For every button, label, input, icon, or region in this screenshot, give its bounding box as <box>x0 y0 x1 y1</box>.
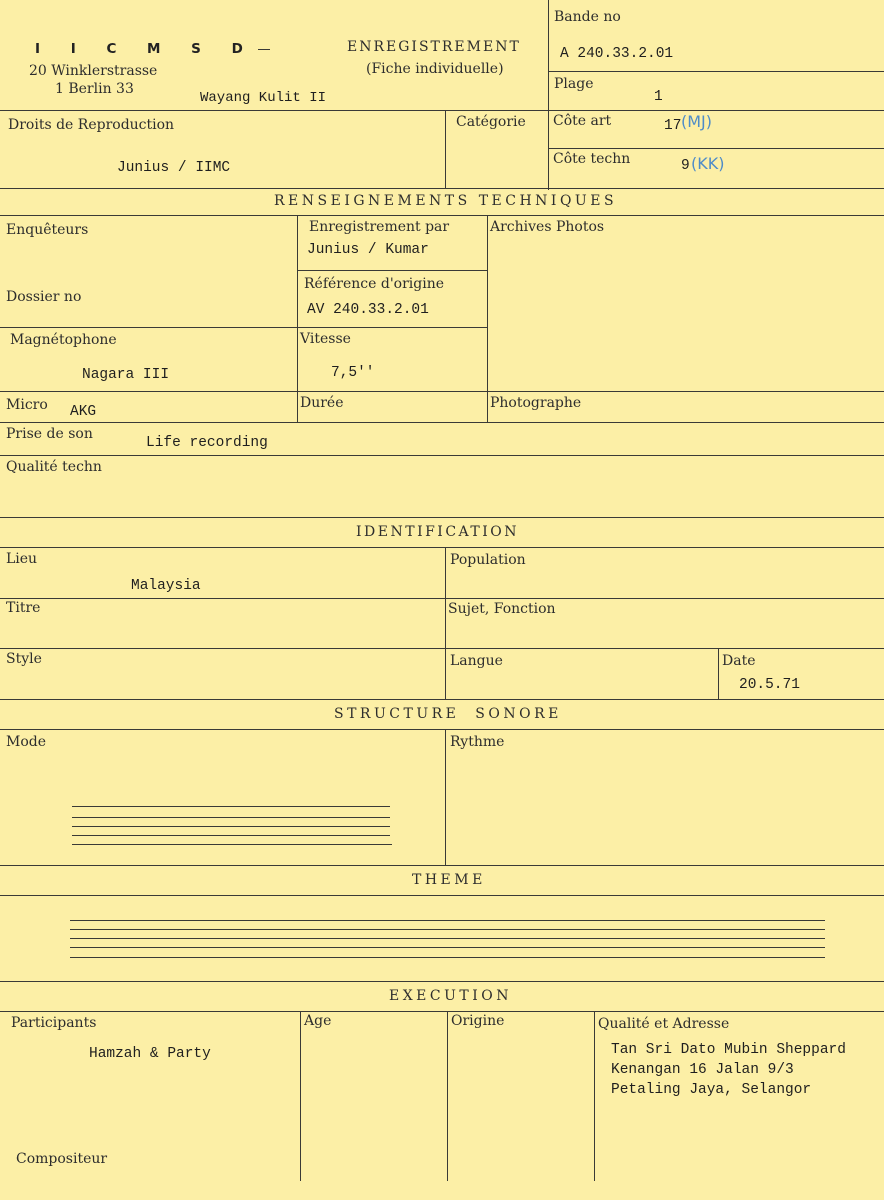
blank-line <box>70 938 825 939</box>
divider <box>718 648 719 699</box>
cote-art-value: 17 <box>664 118 682 134</box>
divider <box>258 49 270 50</box>
participants-label: Participants <box>11 1015 97 1031</box>
participants-value: Hamzah & Party <box>89 1046 211 1062</box>
date-label: Date <box>722 653 756 669</box>
address-line3: Petaling Jaya, Selangor <box>611 1082 812 1098</box>
divider <box>0 422 884 423</box>
divider <box>548 0 549 190</box>
org-street: 20 Winklerstrasse <box>29 63 158 79</box>
form-subtitle: (Fiche individuelle) <box>366 61 504 77</box>
form-title: ENREGISTREMENT <box>347 39 521 55</box>
prise-value: Life recording <box>146 435 268 451</box>
categorie-label: Catégorie <box>456 114 526 130</box>
titre-label: Titre <box>6 600 41 616</box>
cote-techn-note: (KK) <box>691 154 725 173</box>
divider <box>0 517 884 518</box>
langue-label: Langue <box>450 653 503 669</box>
bande-value: A 240.33.2.01 <box>560 46 674 62</box>
divider <box>0 391 884 392</box>
divider <box>297 270 487 271</box>
divider <box>0 455 884 456</box>
divider <box>0 1011 884 1012</box>
qualite-adresse-label: Qualité et Adresse <box>598 1016 730 1032</box>
section-title-theme: THEME <box>412 872 486 888</box>
micro-value: AKG <box>70 404 97 420</box>
blank-line <box>72 817 390 818</box>
blank-line <box>70 947 825 948</box>
sujet-label: Sujet, Fonction <box>448 601 556 617</box>
style-label: Style <box>6 651 42 667</box>
origine-label: Origine <box>451 1013 505 1029</box>
divider <box>0 110 884 111</box>
plage-value: 1 <box>654 89 663 105</box>
enregistrement-par-value: Junius / Kumar <box>307 242 429 258</box>
divider <box>0 215 884 216</box>
blank-line <box>70 957 825 958</box>
cote-art-label: Côte art <box>553 113 612 129</box>
archives-photos-label: Archives Photos <box>490 219 605 235</box>
divider <box>548 71 884 72</box>
org-name: I I C M S D <box>35 41 256 57</box>
compositeur-label: Compositeur <box>16 1151 108 1167</box>
cote-techn-value: 9 <box>681 158 690 174</box>
bande-label: Bande no <box>554 9 621 25</box>
section-title-identification: IDENTIFICATION <box>356 524 519 540</box>
divider <box>0 729 884 730</box>
divider <box>445 110 446 188</box>
cote-techn-label: Côte techn <box>553 151 631 167</box>
blank-line <box>72 826 390 827</box>
prise-label: Prise de son <box>6 426 93 442</box>
divider <box>0 598 884 599</box>
divider <box>0 188 884 189</box>
divider <box>447 1011 448 1181</box>
micro-label: Micro <box>6 397 48 413</box>
blank-line <box>70 929 825 930</box>
divider <box>594 1011 595 1181</box>
reference-origine-label: Référence d'origine <box>304 276 445 292</box>
rythme-label: Rythme <box>450 734 505 750</box>
divider <box>0 327 487 328</box>
address-line2: Kenangan 16 Jalan 9/3 <box>611 1062 794 1078</box>
divider <box>0 981 884 982</box>
enqueteurs-label: Enquêteurs <box>6 222 89 238</box>
blank-line <box>72 835 390 836</box>
divider <box>300 1011 301 1181</box>
vitesse-label: Vitesse <box>300 331 351 347</box>
mode-label: Mode <box>6 734 47 750</box>
divider <box>0 648 884 649</box>
cote-art-note: (MJ) <box>681 112 713 131</box>
divider <box>445 547 446 699</box>
divider <box>0 895 884 896</box>
divider <box>548 148 884 149</box>
magnetophone-label: Magnétophone <box>10 332 117 348</box>
vitesse-value: 7,5'' <box>331 365 375 381</box>
age-label: Age <box>304 1013 332 1029</box>
org-city: 1 Berlin 33 <box>55 81 134 97</box>
lieu-value: Malaysia <box>131 578 201 594</box>
blank-line <box>72 806 390 807</box>
droits-value: Junius / IIMC <box>117 160 231 176</box>
plage-label: Plage <box>554 76 594 92</box>
duree-label: Durée <box>300 395 344 411</box>
section-title-technical: RENSEIGNEMENTS TECHNIQUES <box>274 193 618 209</box>
lieu-label: Lieu <box>6 551 38 567</box>
address-line1: Tan Sri Dato Mubin Sheppard <box>611 1042 846 1058</box>
date-value: 20.5.71 <box>739 677 800 693</box>
blank-line <box>72 844 392 845</box>
blank-line <box>70 920 825 921</box>
magnetophone-value: Nagara III <box>82 367 170 383</box>
divider <box>445 729 446 865</box>
divider <box>0 699 884 700</box>
section-title-execution: EXECUTION <box>389 988 513 1004</box>
enregistrement-par-label: Enregistrement par <box>309 219 450 235</box>
population-label: Population <box>450 552 526 568</box>
section-title-structure: STRUCTURE SONORE <box>334 706 562 722</box>
photographe-label: Photographe <box>490 395 582 411</box>
qualite-label: Qualité techn <box>6 459 102 475</box>
droits-label: Droits de Reproduction <box>8 117 175 133</box>
dossier-label: Dossier no <box>6 289 82 305</box>
recording-title: Wayang Kulit II <box>200 90 327 106</box>
divider <box>0 865 884 866</box>
divider <box>0 547 884 548</box>
reference-origine-value: AV 240.33.2.01 <box>307 302 429 318</box>
